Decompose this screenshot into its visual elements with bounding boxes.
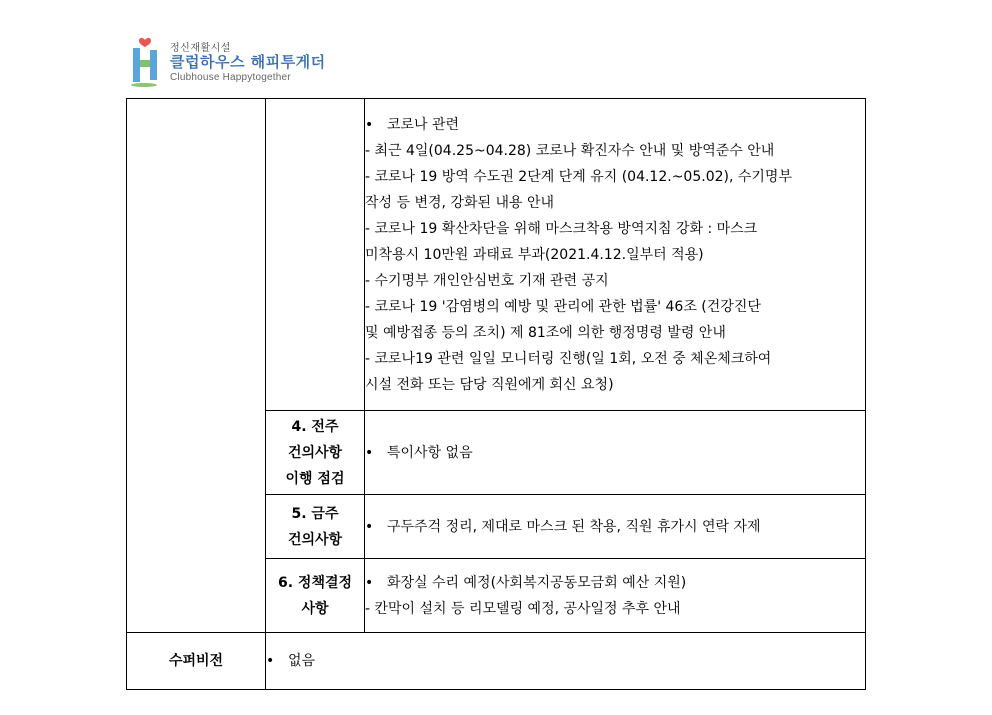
row6-label bbox=[266, 559, 365, 633]
list-item bbox=[365, 440, 865, 466]
list-item bbox=[365, 112, 865, 138]
bullet-icon: • bbox=[365, 116, 374, 133]
logo-title: 클럽하우스 해피투게더 bbox=[170, 53, 326, 71]
corona-line: 및 예방접종 등의 조치) 제 81조에 의한 행정명령 발령 안내 bbox=[365, 324, 726, 341]
corona-line: 미착용시 10만원 과태료 부과(2021.4.12.일부터 적용) bbox=[365, 246, 704, 263]
row6-content-2: - 칸막이 설치 등 리모델링 예정, 공사일정 추후 안내 bbox=[365, 600, 681, 617]
list-item bbox=[365, 570, 865, 596]
row4-label bbox=[266, 411, 365, 495]
bullet-icon: • bbox=[365, 518, 374, 535]
row4-label-line: 건의사항 bbox=[287, 444, 343, 461]
row4-content-cell bbox=[365, 411, 866, 495]
corona-line: - 수기명부 개인안심번호 기재 관련 공지 bbox=[365, 272, 609, 289]
logo-h-mark-icon bbox=[128, 36, 168, 88]
bullet-icon: • bbox=[365, 444, 374, 461]
corona-section-title: 코로나 관련 bbox=[387, 116, 460, 133]
row4-content: 특이사항 없음 bbox=[387, 444, 473, 461]
left-empty-cell bbox=[127, 99, 266, 633]
row4-label-line: 이행 점검 bbox=[285, 470, 345, 487]
table-row bbox=[127, 99, 866, 411]
corona-line: - 코로나 19 '감염병의 예방 및 관리에 관한 법률' 46조 (건강진단 bbox=[365, 298, 761, 315]
row4-label-line: 4. 전주 bbox=[291, 418, 339, 435]
row5-label-line: 5. 금주 bbox=[291, 505, 339, 522]
row6-label-line: 사항 bbox=[301, 600, 329, 617]
corona-line: 시설 전화 또는 담당 직원에게 회신 요청) bbox=[365, 376, 614, 393]
row6-content-1: 화장실 수리 예정(사회복지공동모금회 예산 지원) bbox=[387, 574, 687, 591]
list-item bbox=[365, 514, 865, 540]
row5-content: 구두주걱 정리, 제대로 마스크 된 착용, 직원 휴가시 연락 자제 bbox=[387, 518, 761, 535]
supervision-content: 없음 bbox=[288, 653, 316, 669]
bullet-icon: • bbox=[266, 653, 275, 669]
corona-line: - 코로나19 관련 일일 모니터링 진행(일 1회, 오전 중 체온체크하여 bbox=[365, 350, 772, 367]
corona-line: 작성 등 변경, 강화된 내용 안내 bbox=[365, 194, 554, 211]
corona-line: - 최근 4일(04.25~04.28) 코로나 확진자수 안내 및 방역준수 안내 bbox=[365, 142, 775, 159]
supervision-content-cell bbox=[266, 633, 866, 690]
bullet-icon: • bbox=[365, 574, 374, 591]
corona-line: - 코로나 19 방역 수도권 2단계 단계 유지 (04.12.~05.02), 수기명부 bbox=[365, 168, 792, 185]
row5-label-line: 건의사항 bbox=[287, 531, 343, 548]
corona-section-cell bbox=[365, 99, 866, 411]
list-item bbox=[266, 648, 865, 674]
corona-line: - 코로나 19 확산차단을 위해 마스크착용 방역지침 강화 : 마스크 bbox=[365, 220, 758, 237]
row5-label bbox=[266, 495, 365, 559]
label-empty-cell bbox=[266, 99, 365, 411]
row6-content-cell bbox=[365, 559, 866, 633]
logo-subtitle: 정신재활시설 bbox=[170, 43, 231, 54]
clubhouse-logo bbox=[128, 36, 348, 88]
table-row bbox=[127, 633, 866, 690]
row5-content-cell bbox=[365, 495, 866, 559]
row6-label-line: 6. 정책결정 bbox=[277, 574, 353, 591]
supervision-label: 수퍼비전 bbox=[127, 633, 266, 690]
logo-english-title: Clubhouse Happytogether bbox=[170, 72, 291, 83]
meeting-minutes-table bbox=[126, 98, 866, 690]
